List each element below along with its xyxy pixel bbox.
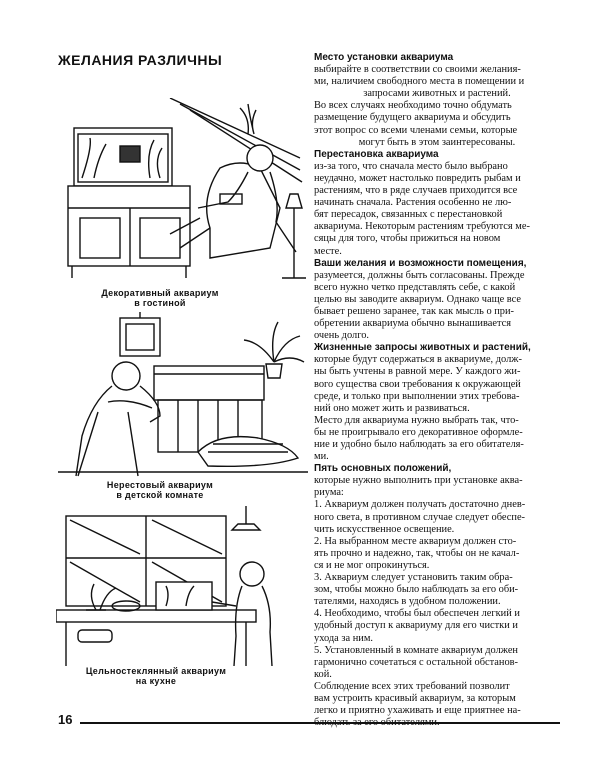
page-heading: ЖЕЛАНИЯ РАЗЛИЧНЫ	[58, 52, 223, 68]
text-line: легко и приятно ухаживать и еще приятнее на-	[314, 705, 521, 717]
text-line: которые будут содержаться в аквариуме, долж-	[314, 354, 522, 366]
text-line: 1. Аквариум должен получать достаточно днев-	[314, 499, 526, 511]
text-line: выбирайте в соответствии со своими желания-	[314, 64, 521, 76]
caption-line: Нерестовый аквариум	[106, 480, 214, 490]
section-relocation	[314, 149, 560, 258]
text-line: кой.	[314, 668, 332, 680]
left-column	[58, 52, 306, 68]
text-line: начинать сначала. Растения особенно не лю-	[314, 197, 512, 209]
text-line: ся и не мог опрокинуться.	[314, 559, 430, 571]
text-line: ного света, в противном случае следует обеспе-	[314, 511, 526, 523]
text-line: Соблюдение всех этих требований позволит	[314, 680, 510, 692]
text-line: 5. Установленный в комнате аквариум должен	[314, 644, 518, 656]
text-line: растениям, что в ряде случаев приходится все	[314, 185, 518, 197]
text-line: которые нужно выполнить при установке аква-	[314, 475, 523, 487]
section-wishes	[314, 258, 560, 343]
caption-line: Декоративный аквариум	[101, 288, 219, 298]
text-line: ять прочно и надежно, так, чтобы он не качал-	[314, 547, 520, 559]
text-line: тателями, находясь в удобном положении.	[314, 596, 501, 608]
text-line: 4. Необходимо, чтобы был обеспечен легкий и	[314, 608, 520, 620]
section-title: Пять основных положений,	[314, 463, 452, 475]
text-line: Во всех случаях необходимо точно обдумать	[314, 100, 512, 112]
text-line: вам устроить красивый аквариум, за которым	[314, 692, 516, 704]
section-title: Ваши желания и возможности помещения,	[314, 257, 527, 269]
text-line: всего нужно четко представлять себе, с какой	[314, 281, 516, 293]
text-line: этот вопрос со всеми членами семьи, которые	[314, 124, 518, 136]
text-line: зом, чтобы можно было наблюдать за его оби-	[314, 584, 519, 596]
text-line: аквариума. Некоторым растениям требуются ме-	[314, 221, 530, 233]
caption-kitchen	[56, 666, 256, 686]
section-five-rules	[314, 463, 560, 729]
text-line: сяцы для того, чтобы прижиться на новом	[314, 233, 501, 245]
section-title: Жизненные запросы животных и растений,	[314, 342, 531, 354]
text-line: риума:	[314, 487, 344, 499]
text-line: неудачно, может настолько повредить рыбам и	[314, 172, 521, 184]
caption-line: Цельностеклянный аквариум	[85, 666, 227, 676]
text-line: могут быть в этом заинтересованы.	[358, 136, 516, 148]
illustration-childrens-room	[58, 312, 308, 477]
caption-line: в гостиной	[134, 298, 186, 308]
caption-living-room	[60, 288, 260, 308]
text-line: ми, наличием свободного места в помещении и	[314, 76, 525, 88]
text-line: чить искусственное освещение.	[314, 523, 455, 535]
section-needs	[314, 342, 560, 463]
illustration-living-room	[60, 98, 306, 286]
text-line: вого существа свои требования к окружающей	[314, 378, 521, 390]
text-line: ние и удобно было наблюдать за его обитателя-	[314, 439, 524, 450]
text-line: 3. Аквариум следует установить таким обра-	[314, 572, 513, 584]
text-line: запросами животных и растений.	[363, 88, 511, 100]
text-line: размещение будущего аквариума и обсудить	[314, 112, 511, 124]
text-line: обретении аквариума обычно вынашивается	[314, 318, 512, 330]
text-line: очень долго.	[314, 330, 369, 342]
caption-line: на кухне	[135, 676, 177, 686]
text-line: среде, и только при выполнении этих требова-	[314, 390, 520, 402]
text-line: целью вы заводите аквариум. Однако чаще все	[314, 293, 521, 305]
text-line: бывает решено заранее, так как мысль о при-	[314, 305, 515, 317]
text-line: из-за того, что сначала место было выбрано	[314, 160, 508, 172]
text-line: бы не проигрывало его декоративное оформле-	[314, 426, 523, 438]
section-title: Перестановка аквариума	[314, 148, 439, 160]
text-line: удобный доступ к аквариуму для его чистки и	[314, 620, 518, 632]
caption-line: в детской комнате	[116, 490, 204, 500]
illustration-kitchen	[56, 506, 284, 668]
footer-rule	[80, 722, 560, 724]
text-line: ухода за ним.	[314, 632, 373, 644]
section-placement	[314, 52, 560, 149]
text-line: Место для аквариума нужно выбрать так, что-	[314, 414, 519, 426]
caption-childrens-room	[60, 480, 260, 500]
text-line: разумеется, должны быть согласованы. Прежде	[314, 269, 525, 281]
right-column-text	[314, 52, 560, 729]
section-title: Место установки аквариума	[314, 52, 454, 63]
text-line: гармонично сочетаться с остальной обстанов-	[314, 656, 519, 668]
page-number: 16	[58, 712, 73, 727]
text-line: ми.	[314, 451, 329, 463]
text-line: ний оно может жить и развиваться.	[314, 402, 470, 414]
text-line: бят пересадок, связанных с перестановкой	[314, 209, 503, 221]
text-line: 2. На выбранном месте аквариум должен сто-	[314, 535, 517, 547]
text-line: ны быть учтены в равной мере. У каждого жи-	[314, 366, 521, 378]
text-line: месте.	[314, 245, 342, 257]
